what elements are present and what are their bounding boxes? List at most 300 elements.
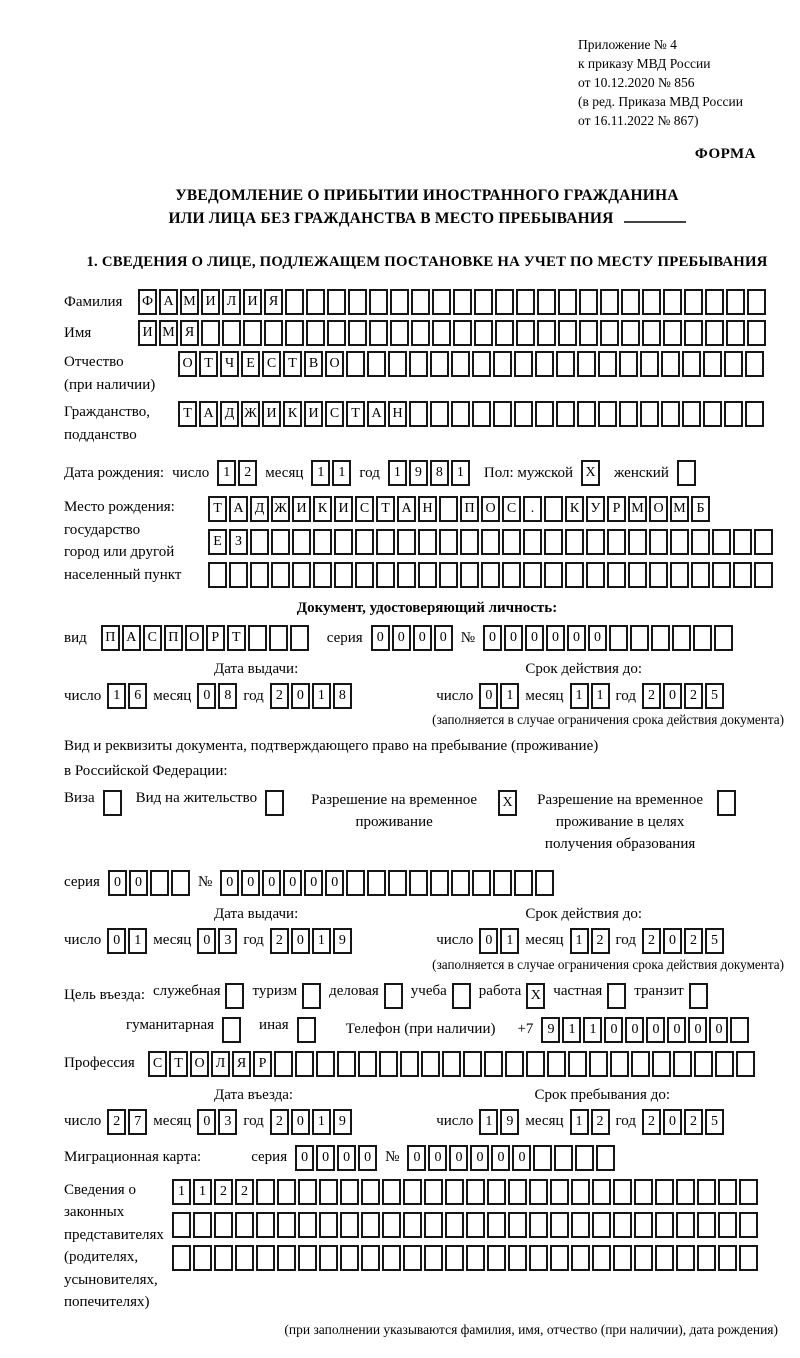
form-cell[interactable] [697, 1212, 716, 1238]
form-cell[interactable] [726, 320, 745, 346]
form-cell[interactable] [298, 1179, 317, 1205]
form-cell[interactable] [424, 1179, 443, 1205]
form-cell[interactable] [739, 1245, 758, 1271]
form-cell[interactable] [388, 870, 407, 896]
form-cell[interactable]: О [481, 496, 500, 522]
form-cell[interactable]: А [229, 496, 248, 522]
form-cell[interactable] [516, 289, 535, 315]
form-cell[interactable]: Ж [271, 496, 290, 522]
form-cell[interactable] [621, 320, 640, 346]
form-cell[interactable]: 0 [295, 1145, 314, 1171]
form-cell[interactable] [556, 351, 575, 377]
form-cell[interactable]: Т [178, 401, 197, 427]
form-cell[interactable] [607, 983, 626, 1009]
form-cell[interactable] [537, 320, 556, 346]
form-cell[interactable]: 2 [270, 683, 289, 709]
form-cell[interactable] [256, 1212, 275, 1238]
form-cell[interactable] [502, 529, 521, 555]
form-cell[interactable]: 0 [337, 1145, 356, 1171]
form-cell[interactable] [274, 1051, 293, 1077]
form-cell[interactable]: 0 [663, 928, 682, 954]
form-cell[interactable]: Т [376, 496, 395, 522]
form-cell[interactable] [550, 1212, 569, 1238]
form-cell[interactable] [691, 562, 710, 588]
form-cell[interactable] [430, 401, 449, 427]
form-cell[interactable] [340, 1179, 359, 1205]
form-cell[interactable] [523, 562, 542, 588]
form-cell[interactable]: Н [388, 401, 407, 427]
form-cell[interactable] [663, 320, 682, 346]
form-cell[interactable]: 0 [392, 625, 411, 651]
form-cell[interactable] [703, 401, 722, 427]
form-cell[interactable]: С [502, 496, 521, 522]
form-cell[interactable] [586, 529, 605, 555]
form-cell[interactable]: И [334, 496, 353, 522]
form-cell[interactable] [544, 496, 563, 522]
form-cell[interactable] [619, 351, 638, 377]
form-cell[interactable] [684, 289, 703, 315]
form-cell[interactable] [649, 562, 668, 588]
form-cell[interactable] [571, 1245, 590, 1271]
form-cell[interactable]: И [292, 496, 311, 522]
form-cell[interactable]: 1 [451, 460, 470, 486]
form-cell[interactable] [235, 1245, 254, 1271]
form-cell[interactable]: 8 [333, 683, 352, 709]
form-cell[interactable]: В [304, 351, 323, 377]
form-cell[interactable]: О [185, 625, 204, 651]
form-cell[interactable]: 0 [291, 1109, 310, 1135]
form-cell[interactable] [691, 529, 710, 555]
form-cell[interactable]: 1 [332, 460, 351, 486]
form-cell[interactable]: 0 [108, 870, 127, 896]
form-cell[interactable]: З [229, 529, 248, 555]
form-cell[interactable] [487, 1179, 506, 1205]
form-cell[interactable] [697, 1179, 716, 1205]
form-cell[interactable]: 6 [128, 683, 147, 709]
form-cell[interactable] [397, 529, 416, 555]
form-cell[interactable]: С [355, 496, 374, 522]
form-cell[interactable] [243, 320, 262, 346]
form-cell[interactable] [634, 1179, 653, 1205]
form-cell[interactable]: 1 [128, 928, 147, 954]
form-cell[interactable] [529, 1245, 548, 1271]
form-cell[interactable]: 0 [197, 928, 216, 954]
form-cell[interactable]: 0 [483, 625, 502, 651]
form-cell[interactable] [171, 870, 190, 896]
form-cell[interactable]: Л [222, 289, 241, 315]
form-cell[interactable]: Я [264, 289, 283, 315]
form-cell[interactable]: 9 [500, 1109, 519, 1135]
form-cell[interactable]: 1 [570, 928, 589, 954]
form-cell[interactable] [348, 289, 367, 315]
form-cell[interactable] [514, 870, 533, 896]
form-cell[interactable] [652, 1051, 671, 1077]
form-cell[interactable] [523, 529, 542, 555]
form-cell[interactable] [481, 562, 500, 588]
form-cell[interactable] [474, 289, 493, 315]
form-cell[interactable] [535, 870, 554, 896]
form-cell[interactable]: 1 [217, 460, 236, 486]
form-cell[interactable] [445, 1179, 464, 1205]
form-cell[interactable] [619, 401, 638, 427]
form-cell[interactable]: М [670, 496, 689, 522]
form-cell[interactable] [600, 289, 619, 315]
form-cell[interactable] [271, 562, 290, 588]
form-cell[interactable]: 0 [358, 1145, 377, 1171]
form-cell[interactable] [487, 1212, 506, 1238]
form-cell[interactable]: 9 [409, 460, 428, 486]
form-cell[interactable]: А [367, 401, 386, 427]
form-cell[interactable] [554, 1145, 573, 1171]
form-cell[interactable] [411, 289, 430, 315]
form-cell[interactable]: И [304, 401, 323, 427]
form-cell[interactable] [649, 529, 668, 555]
form-cell[interactable]: Т [227, 625, 246, 651]
form-cell[interactable]: 0 [709, 1017, 728, 1043]
form-cell[interactable]: Р [253, 1051, 272, 1077]
form-cell[interactable] [269, 625, 288, 651]
form-cell[interactable] [432, 289, 451, 315]
form-cell[interactable]: 0 [304, 870, 323, 896]
form-cell[interactable] [508, 1245, 527, 1271]
form-cell[interactable]: 0 [625, 1017, 644, 1043]
form-cell[interactable] [676, 1212, 695, 1238]
form-cell[interactable] [663, 289, 682, 315]
form-cell[interactable] [745, 351, 764, 377]
form-cell[interactable] [736, 1051, 755, 1077]
form-cell[interactable] [630, 625, 649, 651]
form-cell[interactable] [193, 1212, 212, 1238]
form-cell[interactable] [361, 1179, 380, 1205]
form-cell[interactable] [533, 1145, 552, 1171]
form-cell[interactable]: Т [169, 1051, 188, 1077]
form-cell[interactable] [430, 870, 449, 896]
form-cell[interactable] [712, 562, 731, 588]
form-cell[interactable] [193, 1245, 212, 1271]
form-cell[interactable]: Д [250, 496, 269, 522]
form-cell[interactable] [655, 1179, 674, 1205]
form-cell[interactable] [705, 320, 724, 346]
form-cell[interactable] [432, 320, 451, 346]
form-cell[interactable] [222, 320, 241, 346]
form-cell[interactable] [514, 401, 533, 427]
form-cell[interactable] [453, 289, 472, 315]
form-cell[interactable]: И [262, 401, 281, 427]
form-cell[interactable] [689, 983, 708, 1009]
form-cell[interactable]: 3 [218, 928, 237, 954]
form-cell[interactable]: X [526, 983, 545, 1009]
form-cell[interactable] [337, 1051, 356, 1077]
form-cell[interactable]: Б [691, 496, 710, 522]
form-cell[interactable] [285, 320, 304, 346]
form-cell[interactable] [600, 320, 619, 346]
form-cell[interactable]: 0 [479, 928, 498, 954]
form-cell[interactable]: И [138, 320, 157, 346]
form-cell[interactable] [340, 1212, 359, 1238]
form-cell[interactable] [642, 320, 661, 346]
form-cell[interactable] [712, 529, 731, 555]
form-cell[interactable]: 0 [316, 1145, 335, 1171]
form-cell[interactable] [598, 401, 617, 427]
form-cell[interactable] [348, 320, 367, 346]
form-cell[interactable] [598, 351, 617, 377]
form-cell[interactable] [264, 320, 283, 346]
form-cell[interactable]: 2 [642, 683, 661, 709]
form-cell[interactable] [472, 351, 491, 377]
form-cell[interactable]: 0 [407, 1145, 426, 1171]
form-cell[interactable]: 2 [235, 1179, 254, 1205]
form-cell[interactable] [697, 1245, 716, 1271]
form-cell[interactable] [529, 1179, 548, 1205]
form-cell[interactable] [544, 562, 563, 588]
form-cell[interactable] [621, 289, 640, 315]
form-cell[interactable] [493, 870, 512, 896]
form-cell[interactable] [651, 625, 670, 651]
form-cell[interactable] [292, 562, 311, 588]
form-cell[interactable]: 3 [218, 1109, 237, 1135]
form-cell[interactable] [733, 562, 752, 588]
form-cell[interactable] [628, 529, 647, 555]
form-cell[interactable] [677, 460, 696, 486]
form-cell[interactable] [661, 401, 680, 427]
form-cell[interactable]: О [325, 351, 344, 377]
form-cell[interactable]: 1 [107, 683, 126, 709]
form-cell[interactable] [682, 351, 701, 377]
form-cell[interactable] [508, 1179, 527, 1205]
form-cell[interactable]: 1 [570, 683, 589, 709]
form-cell[interactable] [439, 529, 458, 555]
form-cell[interactable]: А [159, 289, 178, 315]
form-cell[interactable]: 5 [705, 683, 724, 709]
form-cell[interactable] [334, 529, 353, 555]
form-cell[interactable] [319, 1212, 338, 1238]
form-cell[interactable] [430, 351, 449, 377]
form-cell[interactable]: Е [241, 351, 260, 377]
form-cell[interactable]: 2 [107, 1109, 126, 1135]
form-cell[interactable] [334, 562, 353, 588]
form-cell[interactable] [382, 1245, 401, 1271]
form-cell[interactable] [250, 529, 269, 555]
form-cell[interactable]: 1 [193, 1179, 212, 1205]
form-cell[interactable] [340, 1245, 359, 1271]
form-cell[interactable] [724, 401, 743, 427]
form-cell[interactable] [589, 1051, 608, 1077]
form-cell[interactable]: 1 [312, 683, 331, 709]
form-cell[interactable] [355, 529, 374, 555]
form-cell[interactable] [676, 1179, 695, 1205]
form-cell[interactable] [229, 562, 248, 588]
form-cell[interactable]: 2 [642, 1109, 661, 1135]
form-cell[interactable] [367, 351, 386, 377]
form-cell[interactable] [466, 1212, 485, 1238]
form-cell[interactable] [277, 1179, 296, 1205]
form-cell[interactable]: 1 [591, 683, 610, 709]
form-cell[interactable]: 0 [479, 683, 498, 709]
form-cell[interactable]: У [586, 496, 605, 522]
form-cell[interactable] [694, 1051, 713, 1077]
form-cell[interactable] [302, 983, 321, 1009]
form-cell[interactable] [529, 1212, 548, 1238]
form-cell[interactable] [277, 1212, 296, 1238]
form-cell[interactable] [256, 1179, 275, 1205]
form-cell[interactable]: Т [283, 351, 302, 377]
form-cell[interactable] [460, 529, 479, 555]
form-cell[interactable]: С [143, 625, 162, 651]
form-cell[interactable]: П [164, 625, 183, 651]
form-cell[interactable] [418, 562, 437, 588]
form-cell[interactable] [703, 351, 722, 377]
form-cell[interactable] [502, 562, 521, 588]
form-cell[interactable]: 1 [172, 1179, 191, 1205]
form-cell[interactable]: 0 [413, 625, 432, 651]
form-cell[interactable]: 0 [491, 1145, 510, 1171]
form-cell[interactable]: 0 [434, 625, 453, 651]
form-cell[interactable]: X [498, 790, 517, 816]
form-cell[interactable] [421, 1051, 440, 1077]
form-cell[interactable] [592, 1245, 611, 1271]
form-cell[interactable] [634, 1212, 653, 1238]
form-cell[interactable]: 5 [705, 928, 724, 954]
form-cell[interactable]: 2 [591, 928, 610, 954]
form-cell[interactable]: Н [418, 496, 437, 522]
form-cell[interactable]: 2 [214, 1179, 233, 1205]
form-cell[interactable] [295, 1051, 314, 1077]
form-cell[interactable] [493, 351, 512, 377]
form-cell[interactable]: Ж [241, 401, 260, 427]
form-cell[interactable] [453, 320, 472, 346]
form-cell[interactable] [327, 289, 346, 315]
form-cell[interactable] [495, 289, 514, 315]
form-cell[interactable]: П [460, 496, 479, 522]
form-cell[interactable] [484, 1051, 503, 1077]
form-cell[interactable]: С [325, 401, 344, 427]
form-cell[interactable] [565, 562, 584, 588]
form-cell[interactable] [201, 320, 220, 346]
form-cell[interactable] [516, 320, 535, 346]
form-cell[interactable]: 0 [525, 625, 544, 651]
form-cell[interactable]: 0 [512, 1145, 531, 1171]
form-cell[interactable] [319, 1179, 338, 1205]
form-cell[interactable] [571, 1179, 590, 1205]
form-cell[interactable] [577, 401, 596, 427]
form-cell[interactable] [384, 983, 403, 1009]
form-cell[interactable] [451, 870, 470, 896]
form-cell[interactable]: А [199, 401, 218, 427]
form-cell[interactable]: 0 [667, 1017, 686, 1043]
form-cell[interactable] [367, 870, 386, 896]
form-cell[interactable] [705, 289, 724, 315]
form-cell[interactable]: 0 [283, 870, 302, 896]
form-cell[interactable] [290, 625, 309, 651]
form-cell[interactable] [403, 1245, 422, 1271]
form-cell[interactable] [411, 320, 430, 346]
form-cell[interactable]: 1 [312, 928, 331, 954]
form-cell[interactable]: 2 [270, 1109, 289, 1135]
form-cell[interactable] [493, 401, 512, 427]
form-cell[interactable] [508, 1212, 527, 1238]
form-cell[interactable]: А [122, 625, 141, 651]
form-cell[interactable] [733, 529, 752, 555]
form-cell[interactable] [172, 1212, 191, 1238]
form-cell[interactable] [292, 529, 311, 555]
form-cell[interactable] [715, 1051, 734, 1077]
form-cell[interactable] [316, 1051, 335, 1077]
form-cell[interactable] [535, 351, 554, 377]
form-cell[interactable] [390, 289, 409, 315]
form-cell[interactable] [248, 625, 267, 651]
form-cell[interactable]: 0 [325, 870, 344, 896]
form-cell[interactable] [439, 496, 458, 522]
form-cell[interactable]: . [523, 496, 542, 522]
form-cell[interactable] [355, 562, 374, 588]
form-cell[interactable]: 9 [541, 1017, 560, 1043]
form-cell[interactable] [544, 529, 563, 555]
form-cell[interactable] [631, 1051, 650, 1077]
form-cell[interactable] [403, 1212, 422, 1238]
form-cell[interactable]: С [148, 1051, 167, 1077]
form-cell[interactable]: Я [180, 320, 199, 346]
form-cell[interactable] [550, 1179, 569, 1205]
form-cell[interactable] [661, 351, 680, 377]
form-cell[interactable] [670, 562, 689, 588]
form-cell[interactable] [670, 529, 689, 555]
form-cell[interactable] [306, 289, 325, 315]
form-cell[interactable] [613, 1212, 632, 1238]
form-cell[interactable]: 0 [504, 625, 523, 651]
form-cell[interactable] [672, 625, 691, 651]
form-cell[interactable] [222, 1017, 241, 1043]
form-cell[interactable] [726, 289, 745, 315]
form-cell[interactable] [298, 1212, 317, 1238]
form-cell[interactable] [495, 320, 514, 346]
form-cell[interactable] [376, 562, 395, 588]
form-cell[interactable]: 2 [238, 460, 257, 486]
form-cell[interactable]: 0 [107, 928, 126, 954]
form-cell[interactable]: 0 [646, 1017, 665, 1043]
form-cell[interactable] [565, 529, 584, 555]
form-cell[interactable] [369, 289, 388, 315]
form-cell[interactable] [739, 1212, 758, 1238]
form-cell[interactable]: К [313, 496, 332, 522]
form-cell[interactable]: 2 [684, 683, 703, 709]
form-cell[interactable]: М [628, 496, 647, 522]
form-cell[interactable] [514, 351, 533, 377]
form-cell[interactable] [537, 289, 556, 315]
form-cell[interactable] [634, 1245, 653, 1271]
form-cell[interactable] [390, 320, 409, 346]
form-cell[interactable] [103, 790, 122, 816]
form-cell[interactable] [382, 1179, 401, 1205]
form-cell[interactable] [382, 1212, 401, 1238]
form-cell[interactable]: С [262, 351, 281, 377]
form-cell[interactable]: 0 [371, 625, 390, 651]
form-cell[interactable] [361, 1245, 380, 1271]
form-cell[interactable]: 0 [470, 1145, 489, 1171]
form-cell[interactable] [718, 1212, 737, 1238]
form-cell[interactable] [256, 1245, 275, 1271]
form-cell[interactable] [718, 1179, 737, 1205]
form-cell[interactable]: 0 [262, 870, 281, 896]
form-cell[interactable] [754, 529, 773, 555]
form-cell[interactable] [596, 1145, 615, 1171]
form-cell[interactable] [313, 562, 332, 588]
form-cell[interactable]: 2 [642, 928, 661, 954]
form-cell[interactable] [319, 1245, 338, 1271]
form-cell[interactable]: 0 [197, 1109, 216, 1135]
form-cell[interactable]: Т [346, 401, 365, 427]
form-cell[interactable]: 2 [270, 928, 289, 954]
form-cell[interactable] [418, 529, 437, 555]
